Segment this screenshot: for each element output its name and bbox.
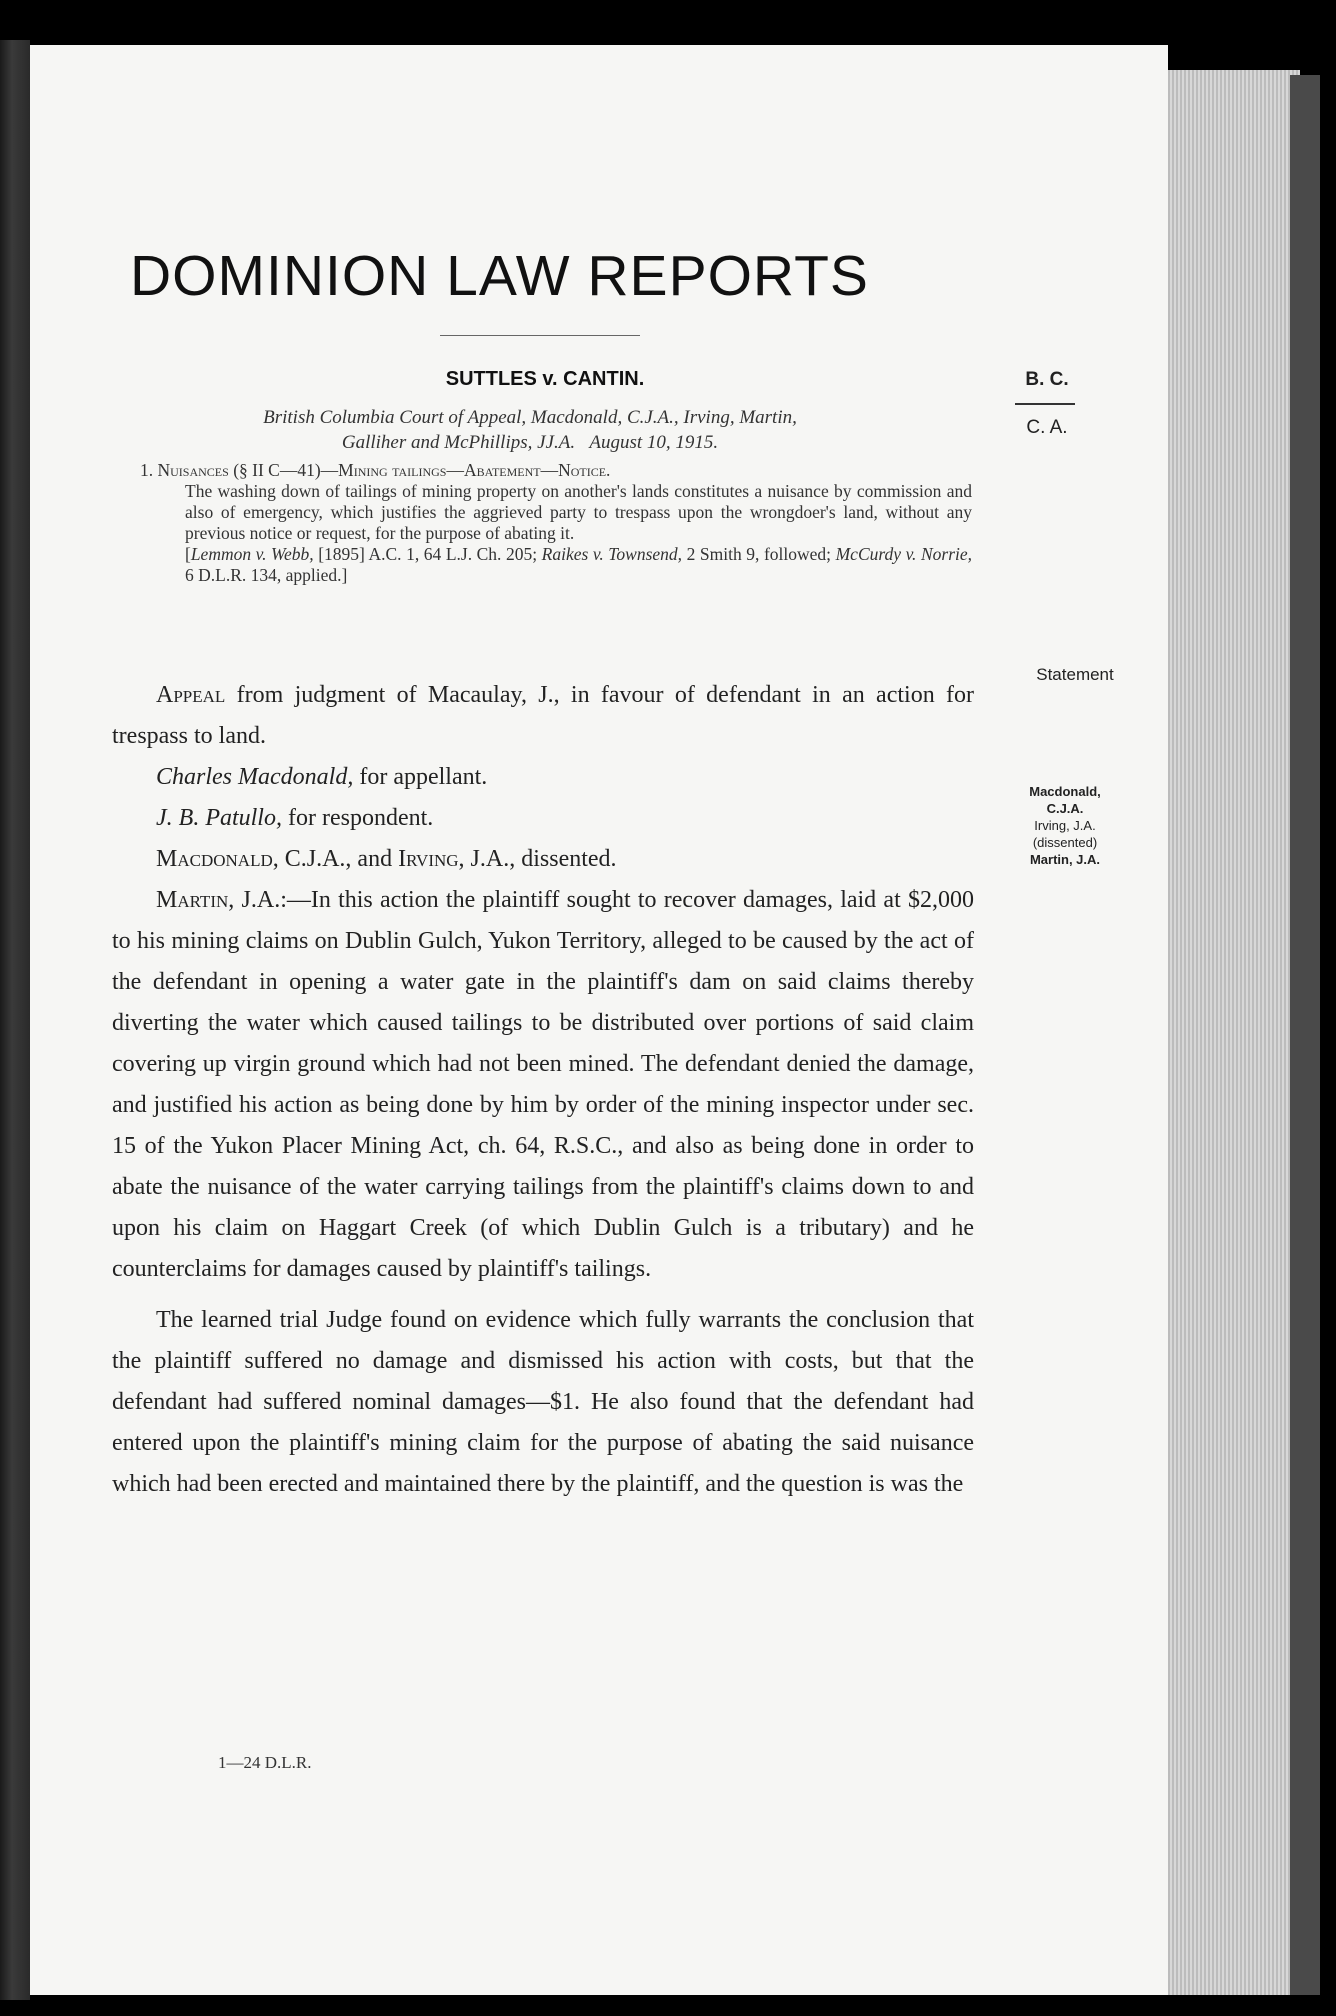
judgment-body	[112, 675, 974, 1505]
trial-judge-paragraph: The learned trial Judge found on evidence which fully warrants the conclusion that the plaintiff suffered no damage and dismissed his action with costs, but that the defendant had suffered nominal damages—$1. He also found that the defendant had entered upon the plaintiff's mining claim for the purpose of abating the said nuisance which had been erected and maintained there by the plaintiff, and the question is was the	[112, 1307, 974, 1497]
cite-ref-1: [1895] A.C. 1, 64 L.J. Ch. 205;	[318, 544, 538, 564]
margin-judges	[1005, 783, 1125, 868]
headnote-body: The washing down of tailings of mining property on another's lands constitutes a nuisance by commission and also of emergency, which justifies the aggrieved party to trespass upon the wrongdoer's land, without any previous notice or request, for the purpose of abating it. [Lemmon v. Webb, [1895] A.C. 1, 64 L.J. Ch. 205; Raikes v. Townsend, 2 Smith 9, followed; McCurdy v. Norrie, 6 D.L.R. 134, applied.]	[185, 481, 973, 585]
court-line-2	[140, 430, 920, 455]
margin-judge-4: (dissented)	[1032, 835, 1098, 850]
margin-judge-1: Macdonald,	[1029, 784, 1101, 799]
cite-ref-2: 2 Smith 9, followed;	[686, 544, 832, 564]
book-cover-edge	[1290, 75, 1320, 1995]
margin-judge-3: Irving, J.A.	[1034, 818, 1096, 833]
cite-case-2: Raikes v. Townsend,	[541, 544, 683, 564]
appellant-role: for appellant.	[359, 764, 488, 790]
respondent-role: for respondent.	[287, 805, 434, 831]
martin-label: Martin,	[156, 887, 235, 913]
dissent-text-1: C.J.A., and	[284, 846, 393, 872]
court-line-1: British Columbia Court of Appeal, Macdonald, C.J.A., Irving, Martin,	[263, 407, 797, 428]
headnote-title: 1. Nuisances (§ II C—41)—Mining tailings—Abatement—Notice.	[140, 460, 611, 480]
respondent-name: J. B. Patullo,	[156, 805, 282, 831]
court-line	[140, 405, 920, 455]
case-title: SUTTLES v. CANTIN.	[445, 368, 645, 390]
header-rule	[440, 335, 640, 336]
cite-case-3: McCurdy v. Norrie,	[835, 544, 973, 564]
margin-judge-5: Martin, J.A.	[1029, 852, 1101, 867]
margin-rule	[1015, 403, 1075, 405]
headnote	[140, 460, 972, 586]
dissent-text-2: J.A., dissented.	[470, 846, 617, 872]
dissent-line	[112, 839, 974, 880]
page-edges	[1150, 70, 1300, 1995]
dissent-judge-2: Irving,	[398, 846, 465, 872]
appellant-name: Charles Macdonald,	[156, 764, 354, 790]
respondent-counsel	[112, 798, 974, 839]
margin-judge-2: C.J.A.	[1046, 801, 1084, 816]
appellant-counsel	[112, 757, 974, 798]
headnote-text: The washing down of tailings of mining property on another's lands constitutes a nuisance by commission and also of emergency, which justifies the aggrieved party to trespass upon the wrongdoer's land, without any previous notice or request, for the purpose of abating it.	[185, 481, 972, 543]
cite-case-1: Lemmon v. Webb,	[190, 544, 314, 564]
cite-ref-3: 6 D.L.R. 134, applied.	[185, 565, 342, 585]
court-judges: Galliher and McPhillips, JJ.A.	[341, 432, 576, 453]
martin-text: J.A.:—In this action the plaintiff sought to recover damages, laid at $2,000 to his mining claims on Dublin Gulch, Yukon Territory, alleged to be caused by the act of the defendant in opening a water gate in the plaintiff's dam on said claims thereby diverting the water which caused tailings to be distributed over portions of said claim covering up virgin ground which had not been mined. The defendant denied the damage, and justified his action as being done by him by order of the mining inspector under sec. 15 of the Yukon Placer Mining Act, ch. 64, R.S.C., and also as being done in order to abate the nuisance of the water carrying tailings from the plaintiff's claims down to and upon his claim on Haggart Creek (of which Dublin Gulch is a tributary) and he counterclaims for damages caused by plaintiff's tailings.	[112, 887, 974, 1282]
margin-province: B. C.	[1025, 369, 1069, 390]
appeal-paragraph	[112, 675, 974, 757]
page-header: DOMINION LAW REPORTS	[130, 244, 869, 308]
book-page	[30, 45, 1168, 1995]
book-spine	[0, 40, 30, 2000]
dissent-judge-1: Macdonald,	[156, 846, 279, 872]
appeal-label: Appeal	[156, 682, 226, 708]
margin-statement: Statement	[1036, 665, 1114, 684]
appeal-text: from judgment of Macaulay, J., in favour of defendant in an action for trespass to land.	[112, 682, 975, 749]
page-footer: 1—24 D.L.R.	[218, 1753, 312, 1772]
martin-judgment	[112, 880, 974, 1290]
margin-court: C. A.	[1026, 417, 1068, 438]
decision-date: August 10, 1915.	[589, 432, 719, 453]
